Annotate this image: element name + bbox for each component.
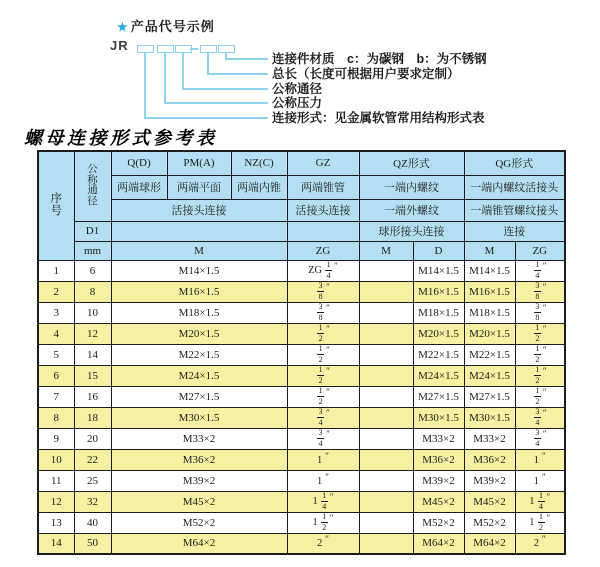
header-unit-m: M (111, 241, 287, 260)
cell-qz-d: M52×2 (413, 512, 464, 533)
header-pm-desc: 两端平面 (167, 175, 231, 199)
cell-qg-m: M14×1.5 (464, 260, 515, 281)
header-union-connection: 活接头连接 (111, 199, 287, 221)
cell-no: 1 (38, 260, 74, 281)
cell-qg-m: M20×1.5 (464, 323, 515, 344)
product-code-prefix: JR (110, 38, 129, 53)
code-box-2 (157, 45, 174, 53)
table-row (38, 344, 565, 365)
cell-qg-m: M30×1.5 (464, 407, 515, 428)
cell-qz-d: M24×1.5 (413, 365, 464, 386)
connector-line (144, 117, 268, 119)
cell-qg-zg: $\frac{1}{2}$ ″ (515, 344, 565, 365)
cell-qg-zg: 1 ″ (515, 470, 565, 491)
cell-qz-m (359, 449, 413, 470)
table-row (38, 386, 565, 407)
fraction: $\frac{1}{2}$ (318, 365, 323, 385)
fraction: $\frac{3}{8}$ (535, 281, 540, 301)
cell-no: 3 (38, 302, 74, 323)
cell-dn: 20 (74, 428, 111, 449)
cell-no: 10 (38, 449, 74, 470)
cell-qz-m (359, 344, 413, 365)
cell-qz-d: M27×1.5 (413, 386, 464, 407)
cell-qz-d: M18×1.5 (413, 302, 464, 323)
cell-qg-zg: 1 $\frac{1}{2}$ ″ (515, 512, 565, 533)
cell-gz: $\frac{1}{2}$ ″ (287, 386, 359, 407)
cell-qz-m (359, 428, 413, 449)
header-qg-desc: 一端内螺纹活接头 (464, 175, 565, 199)
cell-dn: 22 (74, 449, 111, 470)
cell-m: M27×1.5 (111, 386, 287, 407)
cell-dn: 8 (74, 281, 111, 302)
cell-m: M30×1.5 (111, 407, 287, 428)
fraction: $\frac{1}{2}$ (535, 386, 540, 406)
fraction: $\frac{1}{2}$ (318, 344, 323, 364)
fraction: $\frac{3}{4}$ (318, 407, 323, 427)
table-row (38, 323, 565, 344)
connector-line (225, 58, 268, 60)
cell-no: 5 (38, 344, 74, 365)
cell-qg-zg: 1 $\frac{1}{4}$ ″ (515, 491, 565, 512)
table-row (38, 365, 565, 386)
diagram-title (117, 16, 215, 35)
fraction: $\frac{3}{4}$ (535, 428, 540, 448)
cell-qg-m: M52×2 (464, 512, 515, 533)
cell-m: M36×2 (111, 449, 287, 470)
header-d1: D1 (74, 221, 111, 241)
cell-qz-m (359, 533, 413, 554)
cell-qg-m: M39×2 (464, 470, 515, 491)
code-box-1 (137, 45, 154, 53)
cell-dn: 40 (74, 512, 111, 533)
cell-qz-m (359, 491, 413, 512)
table-title: 螺母连接形式参考表 (24, 128, 218, 149)
cell-qg-zg: $\frac{3}{8}$ ″ (515, 302, 565, 323)
cell-gz: $\frac{3}{4}$ ″ (287, 428, 359, 449)
fraction: $\frac{3}{4}$ (318, 428, 323, 448)
header-blank-gz (287, 221, 359, 241)
cell-qg-m: M18×1.5 (464, 302, 515, 323)
cell-gz: $\frac{3}{8}$ ″ (287, 302, 359, 323)
fraction: $\frac{1}{4}$ (326, 260, 331, 280)
fraction: $\frac{3}{8}$ (318, 302, 323, 322)
cell-qg-m: M45×2 (464, 491, 515, 512)
header-type-gz: GZ (287, 151, 359, 175)
cell-qz-d: M16×1.5 (413, 281, 464, 302)
table-row (38, 491, 565, 512)
cell-qg-m: M36×2 (464, 449, 515, 470)
fraction: $\frac{1}{2}$ (539, 512, 544, 532)
cell-dn: 18 (74, 407, 111, 428)
cell-qg-m: M64×2 (464, 533, 515, 554)
header-unit-mm: mm (74, 241, 111, 260)
cell-qg-zg: $\frac{3}{8}$ ″ (515, 281, 565, 302)
diagram-label-pressure: 公称压力 (272, 96, 323, 110)
connector-line (182, 88, 268, 90)
cell-no: 13 (38, 512, 74, 533)
header-nominal-diameter: 公 称 通 径 (74, 151, 111, 221)
cell-qg-zg: $\frac{1}{2}$ ″ (515, 386, 565, 407)
diagram-label-connection: 连接形式：见金属软管常用结构形式表 (272, 111, 485, 125)
diagram-label-length: 总长（长度可根据用户要求定制） (272, 67, 460, 81)
nut-connection-table (37, 150, 566, 555)
cell-dn: 14 (74, 344, 111, 365)
connector-line (207, 52, 209, 73)
header-unit-qg-zg: ZG (515, 241, 565, 260)
table-row (38, 260, 565, 281)
cell-qg-zg: 1 ″ (515, 449, 565, 470)
cell-gz: $\frac{3}{4}$ ″ (287, 407, 359, 428)
fraction: $\frac{1}{2}$ (318, 323, 323, 343)
header-gz-desc: 两端锥管 (287, 175, 359, 199)
cell-qz-m (359, 386, 413, 407)
cell-gz: 1 ″ (287, 449, 359, 470)
table-row (38, 533, 565, 554)
cell-qz-m (359, 281, 413, 302)
header-nz-desc: 两端内锥 (231, 175, 287, 199)
cell-m: M33×2 (111, 428, 287, 449)
fraction: $\frac{1}{4}$ (322, 491, 327, 511)
cell-qg-zg: $\frac{3}{4}$ ″ (515, 428, 565, 449)
cell-qg-m: M16×1.5 (464, 281, 515, 302)
cell-qz-m (359, 365, 413, 386)
cell-qg-m: M24×1.5 (464, 365, 515, 386)
fraction: $\frac{1}{2}$ (322, 512, 327, 532)
cell-qz-m (359, 302, 413, 323)
cell-m: M24×1.5 (111, 365, 287, 386)
diagram-title-text: 产品代号示例 (130, 19, 215, 34)
cell-no: 6 (38, 365, 74, 386)
cell-qg-m: M33×2 (464, 428, 515, 449)
fraction: $\frac{3}{4}$ (535, 407, 540, 427)
cell-gz: 2 ″ (287, 533, 359, 554)
table-row (38, 281, 565, 302)
cell-m: M14×1.5 (111, 260, 287, 281)
cell-dn: 16 (74, 386, 111, 407)
cell-qz-m (359, 512, 413, 533)
header-serial-no: 序 号 (38, 151, 74, 260)
header-qg-row3: 一端锥管螺纹接头 (464, 199, 565, 221)
cell-qg-zg: $\frac{1}{4}$ ″ (515, 260, 565, 281)
cell-m: M22×1.5 (111, 344, 287, 365)
code-box-5 (218, 45, 235, 53)
cell-qz-m (359, 470, 413, 491)
connector-line (164, 52, 166, 102)
table-row (38, 470, 565, 491)
cell-qg-zg: $\frac{1}{2}$ ″ (515, 365, 565, 386)
cell-no: 12 (38, 491, 74, 512)
cell-m: M39×2 (111, 470, 287, 491)
cell-dn: 25 (74, 470, 111, 491)
cell-qz-d: M20×1.5 (413, 323, 464, 344)
cell-gz: $\frac{1}{2}$ ″ (287, 365, 359, 386)
cell-dn: 15 (74, 365, 111, 386)
cell-m: M64×2 (111, 533, 287, 554)
cell-qz-d: M33×2 (413, 428, 464, 449)
star-icon: ★ (117, 20, 129, 34)
header-type-pm: PM(A) (167, 151, 231, 175)
header-qz-row4: 球形接头连接 (359, 221, 464, 241)
cell-dn: 50 (74, 533, 111, 554)
cell-no: 7 (38, 386, 74, 407)
cell-qz-d: M45×2 (413, 491, 464, 512)
table-body (38, 260, 565, 554)
cell-qg-zg: $\frac{1}{2}$ ″ (515, 323, 565, 344)
header-type-qz: QZ形式 (359, 151, 464, 175)
cell-no: 8 (38, 407, 74, 428)
cell-gz: $\frac{1}{2}$ ″ (287, 344, 359, 365)
cell-dn: 32 (74, 491, 111, 512)
header-unit-qz-d: D (413, 241, 464, 260)
fraction: $\frac{1}{2}$ (535, 344, 540, 364)
cell-m: M52×2 (111, 512, 287, 533)
cell-qz-m (359, 407, 413, 428)
cell-qg-m: M22×1.5 (464, 344, 515, 365)
cell-no: 4 (38, 323, 74, 344)
header-unit-qz-m: M (359, 241, 413, 260)
cell-dn: 6 (74, 260, 111, 281)
cell-qg-m: M27×1.5 (464, 386, 515, 407)
table-row (38, 512, 565, 533)
fraction: $\frac{1}{2}$ (535, 323, 540, 343)
cell-qg-zg: $\frac{3}{4}$ ″ (515, 407, 565, 428)
cell-qz-d: M39×2 (413, 470, 464, 491)
cell-no: 9 (38, 428, 74, 449)
table-row (38, 302, 565, 323)
cell-gz: $\frac{1}{2}$ ″ (287, 323, 359, 344)
header-unit-qg-m: M (464, 241, 515, 260)
cell-gz: ZG $\frac{1}{4}$ ″ (287, 260, 359, 281)
diagram-label-diameter: 公称通径 (272, 82, 323, 96)
header-unit-zg: ZG (287, 241, 359, 260)
cell-dn: 12 (74, 323, 111, 344)
header-type-qg: QG形式 (464, 151, 565, 175)
fraction: $\frac{1}{4}$ (535, 260, 540, 280)
header-qg-row4: 连接 (464, 221, 565, 241)
cell-qz-d: M30×1.5 (413, 407, 464, 428)
fraction: $\frac{1}{2}$ (535, 365, 540, 385)
cell-qz-d: M64×2 (413, 533, 464, 554)
cell-no: 11 (38, 470, 74, 491)
table-row (38, 428, 565, 449)
cell-qz-d: M14×1.5 (413, 260, 464, 281)
fraction: $\frac{3}{8}$ (535, 302, 540, 322)
fraction: $\frac{3}{8}$ (318, 281, 323, 301)
header-qz-row3: 一端外螺纹 (359, 199, 464, 221)
fraction: $\frac{1}{4}$ (539, 491, 544, 511)
table-row (38, 449, 565, 470)
cell-m: M20×1.5 (111, 323, 287, 344)
cell-m: M18×1.5 (111, 302, 287, 323)
cell-qz-m (359, 260, 413, 281)
connector-line (144, 52, 146, 117)
cell-gz: $\frac{3}{8}$ ″ (287, 281, 359, 302)
cell-gz: 1 ″ (287, 470, 359, 491)
cell-no: 14 (38, 533, 74, 554)
header-blank-left (111, 221, 287, 241)
cell-m: M45×2 (111, 491, 287, 512)
connector-line (207, 73, 268, 75)
header-q-desc: 两端球形 (111, 175, 167, 199)
table-row (38, 407, 565, 428)
cell-qz-d: M36×2 (413, 449, 464, 470)
cell-qz-d: M22×1.5 (413, 344, 464, 365)
header-type-q: Q(D) (111, 151, 167, 175)
connector-line (182, 52, 184, 88)
header-qz-desc: 一端内螺纹 (359, 175, 464, 199)
header-gz-union: 活接头连接 (287, 199, 359, 221)
cell-no: 2 (38, 281, 74, 302)
code-dash (190, 48, 198, 50)
fraction: $\frac{1}{2}$ (318, 386, 323, 406)
cell-gz: 1 $\frac{1}{2}$ ″ (287, 512, 359, 533)
header-type-nz: NZ(C) (231, 151, 287, 175)
cell-m: M16×1.5 (111, 281, 287, 302)
cell-gz: 1 $\frac{1}{4}$ ″ (287, 491, 359, 512)
cell-dn: 10 (74, 302, 111, 323)
cell-qg-zg: 2 ″ (515, 533, 565, 554)
connector-line (164, 102, 268, 104)
code-box-4 (200, 45, 217, 53)
cell-qz-m (359, 323, 413, 344)
diagram-label-material: 连接件材质 c：为碳钢 b：为不锈钢 (272, 52, 487, 66)
